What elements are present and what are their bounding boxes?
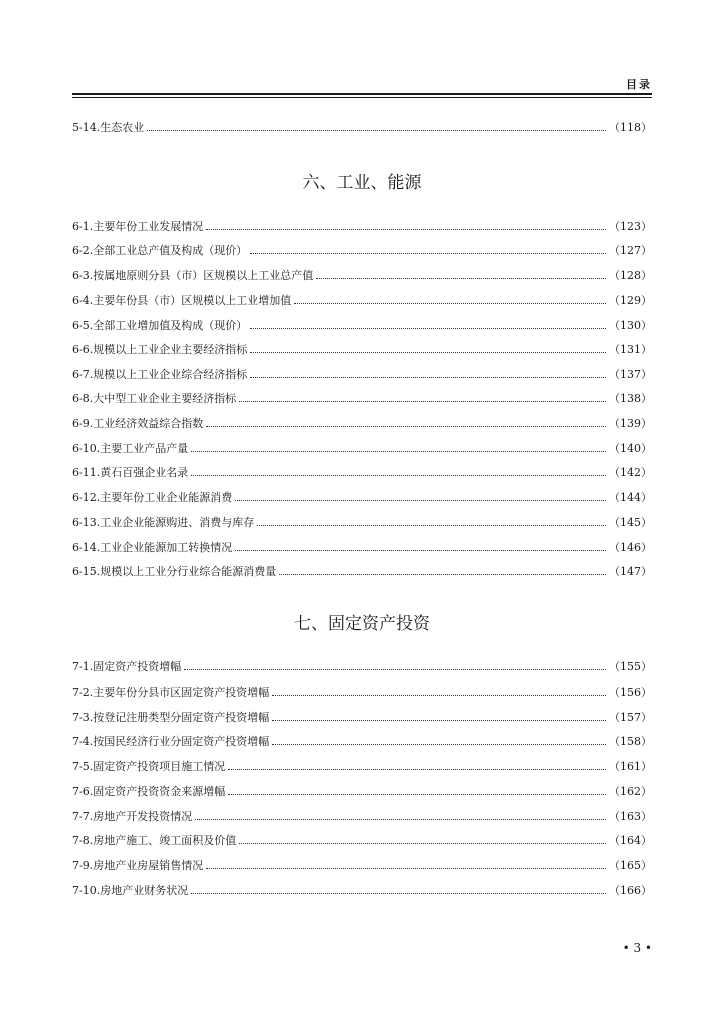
toc-leader-dots [294, 303, 606, 304]
toc-entry-title: 大中型工业企业主要经济指标 [93, 392, 237, 405]
toc-entry-6-10[interactable] [72, 440, 652, 456]
toc-entry-title: 工业经济效益综合指数 [93, 417, 204, 430]
toc-leader-dots [206, 229, 606, 230]
toc-entry-code: 6-5. [72, 319, 94, 332]
toc-entry-page: （127） [609, 244, 652, 257]
toc-entry-title: 生态农业 [100, 121, 145, 134]
toc-entry-title: 规模以上工业企业主要经济指标 [93, 343, 248, 356]
toc-leader-dots [239, 401, 606, 402]
toc-entry-page: （158） [609, 735, 652, 748]
toc-entry-6-4[interactable] [72, 292, 652, 308]
toc-entry-page: （156） [609, 686, 652, 699]
toc-entry-code: 6-3. [72, 269, 94, 282]
toc-leader-dots [195, 819, 606, 820]
toc-entry-6-5[interactable] [72, 317, 652, 333]
toc-leader-dots [250, 328, 606, 329]
toc-entry-title: 房地产施工、竣工面积及价值 [93, 834, 237, 847]
toc-entry-title: 房地产业房屋销售情况 [93, 859, 204, 872]
toc-entry-title: 主要年份工业企业能源消费 [100, 491, 233, 504]
toc-entry-page: （128） [609, 269, 652, 282]
toc-entry-code: 7-2. [72, 686, 94, 699]
toc-entry-code: 6-6. [72, 343, 94, 356]
toc-leader-dots [257, 525, 606, 526]
toc-entry-page: （140） [609, 442, 652, 455]
section-heading-fixed-asset-investment: 七、固定资产投资 [294, 614, 430, 634]
toc-entry-page: （166） [609, 884, 652, 897]
toc-entry-page: （162） [609, 785, 652, 798]
toc-entry-6-2[interactable] [72, 242, 652, 258]
toc-leader-dots [206, 426, 606, 427]
toc-entry-page: （165） [609, 859, 652, 872]
toc-entry-code: 7-10. [72, 884, 101, 897]
toc-leader-dots [206, 868, 606, 869]
toc-entry-title: 黄石百强企业名录 [100, 466, 189, 479]
toc-entry-title: 按登记注册类型分固定资产投资增幅 [93, 711, 270, 724]
toc-entry-7-6[interactable] [72, 783, 652, 799]
toc-entry-code: 6-12. [72, 491, 101, 504]
toc-leader-dots [191, 893, 606, 894]
toc-leader-dots [272, 744, 606, 745]
toc-entry-7-9[interactable] [72, 857, 652, 873]
toc-leader-dots [191, 451, 606, 452]
toc-entry-title: 固定资产投资增幅 [93, 660, 182, 673]
toc-entry-page: （145） [609, 516, 652, 529]
toc-entry-page: （161） [609, 760, 652, 773]
toc-entry-code: 6-8. [72, 392, 94, 405]
toc-entry-7-3[interactable] [72, 709, 652, 725]
toc-entry-title: 工业企业能源购进、消费与库存 [100, 516, 255, 529]
toc-entry-page: （123） [609, 220, 652, 233]
toc-entry-6-6[interactable] [72, 341, 652, 357]
toc-entry-code: 7-9. [72, 859, 94, 872]
toc-leader-dots [279, 574, 606, 575]
toc-entry-title: 固定资产投资项目施工情况 [93, 760, 226, 773]
running-header: 目录 [626, 78, 652, 91]
toc-leader-dots [239, 843, 606, 844]
toc-leader-dots [228, 769, 606, 770]
header-rule-thick [72, 93, 652, 95]
toc-entry-title: 规模以上工业分行业综合能源消费量 [100, 565, 277, 578]
toc-entry-title: 房地产开发投资情况 [93, 810, 193, 823]
toc-entry-page: （155） [609, 660, 652, 673]
toc-entry-code: 7-1. [72, 660, 94, 673]
toc-leader-dots [235, 500, 606, 501]
toc-entry-page: （146） [609, 541, 652, 554]
toc-entry-6-12[interactable] [72, 489, 652, 505]
toc-entry-title: 主要年份分县市区固定资产投资增幅 [93, 686, 270, 699]
toc-entry-6-15[interactable] [72, 563, 652, 579]
toc-entry-title: 全部工业增加值及构成（现价） [93, 319, 248, 332]
toc-entry-page: （139） [609, 417, 652, 430]
toc-entry-code: 7-7. [72, 810, 94, 823]
toc-entry-7-2[interactable] [72, 684, 652, 700]
toc-entry-code: 7-8. [72, 834, 94, 847]
toc-entry-7-8[interactable] [72, 832, 652, 848]
toc-entry-title: 主要年份工业发展情况 [93, 220, 204, 233]
toc-entry-title: 固定资产投资资金来源增幅 [93, 785, 226, 798]
toc-entry-code: 6-9. [72, 417, 94, 430]
toc-leader-dots [272, 720, 606, 721]
toc-entry-title: 按属地原则分县（市）区规模以上工业总产值 [93, 269, 314, 282]
header-rule-thin [72, 97, 652, 98]
toc-entry-page: （118） [609, 121, 652, 134]
toc-entry-7-4[interactable] [72, 733, 652, 749]
toc-entry-code: 6-14. [72, 541, 101, 554]
toc-entry-6-14[interactable] [72, 539, 652, 555]
toc-entry-page: （129） [609, 294, 652, 307]
toc-leader-dots [250, 253, 606, 254]
toc-entry-code: 5-14. [72, 121, 101, 134]
toc-entry-page: （142） [609, 466, 652, 479]
toc-leader-dots [184, 669, 606, 670]
toc-entry-7-7[interactable] [72, 808, 652, 824]
toc-entry-code: 6-7. [72, 368, 94, 381]
toc-entry-page: （137） [609, 368, 652, 381]
toc-entry-page: （147） [609, 565, 652, 578]
toc-entry-title: 规模以上工业企业综合经济指标 [93, 368, 248, 381]
toc-entry-title: 工业企业能源加工转换情况 [100, 541, 233, 554]
page-number: • 3 • [622, 941, 652, 955]
toc-entry-code: 6-11. [72, 466, 101, 479]
toc-entry-7-10[interactable] [72, 882, 652, 898]
toc-entry-title: 房地产业财务状况 [100, 884, 189, 897]
toc-entry-page: （130） [609, 319, 652, 332]
toc-entry-title: 全部工业总产值及构成（现价） [93, 244, 248, 257]
toc-entry-code: 7-6. [72, 785, 94, 798]
toc-entry-code: 7-5. [72, 760, 94, 773]
toc-entry-title: 主要工业产品产量 [100, 442, 189, 455]
toc-entry-code: 6-2. [72, 244, 94, 257]
toc-entry-code: 6-13. [72, 516, 101, 529]
toc-entry-7-1[interactable] [72, 658, 652, 674]
toc-entry-page: （163） [609, 810, 652, 823]
toc-entry-code: 7-4. [72, 735, 94, 748]
toc-entry-page: （157） [609, 711, 652, 724]
toc-entry-6-8[interactable] [72, 390, 652, 406]
toc-entry-6-11[interactable] [72, 464, 652, 480]
toc-leader-dots [272, 695, 606, 696]
toc-leader-dots [235, 550, 606, 551]
toc-entry-6-9[interactable] [72, 415, 652, 431]
toc-entry-page: （164） [609, 834, 652, 847]
toc-entry-page: （144） [609, 491, 652, 504]
toc-entry-code: 6-4. [72, 294, 94, 307]
section-heading-industry-energy: 六、工业、能源 [302, 173, 422, 193]
toc-entry-code: 6-15. [72, 565, 101, 578]
toc-entry-page: （138） [609, 392, 652, 405]
toc-entry-title: 按国民经济行业分固定资产投资增幅 [93, 735, 270, 748]
toc-entry-6-13[interactable] [72, 514, 652, 530]
toc-leader-dots [250, 352, 606, 353]
toc-entry-6-1[interactable] [72, 218, 652, 234]
toc-entry-title: 主要年份县（市）区规模以上工业增加值 [93, 294, 292, 307]
toc-entry-code: 7-3. [72, 711, 94, 724]
toc-leader-dots [147, 130, 606, 131]
toc-entry-code: 6-1. [72, 220, 94, 233]
toc-leader-dots [316, 278, 606, 279]
toc-entry-7-5[interactable] [72, 758, 652, 774]
toc-leader-dots [228, 794, 606, 795]
toc-entry-code: 6-10. [72, 442, 101, 455]
toc-entry-6-3[interactable] [72, 267, 652, 283]
toc-leader-dots [191, 475, 606, 476]
toc-leader-dots [250, 377, 606, 378]
toc-entry-5-14[interactable] [72, 119, 652, 135]
toc-entry-6-7[interactable] [72, 366, 652, 382]
toc-entry-page: （131） [609, 343, 652, 356]
